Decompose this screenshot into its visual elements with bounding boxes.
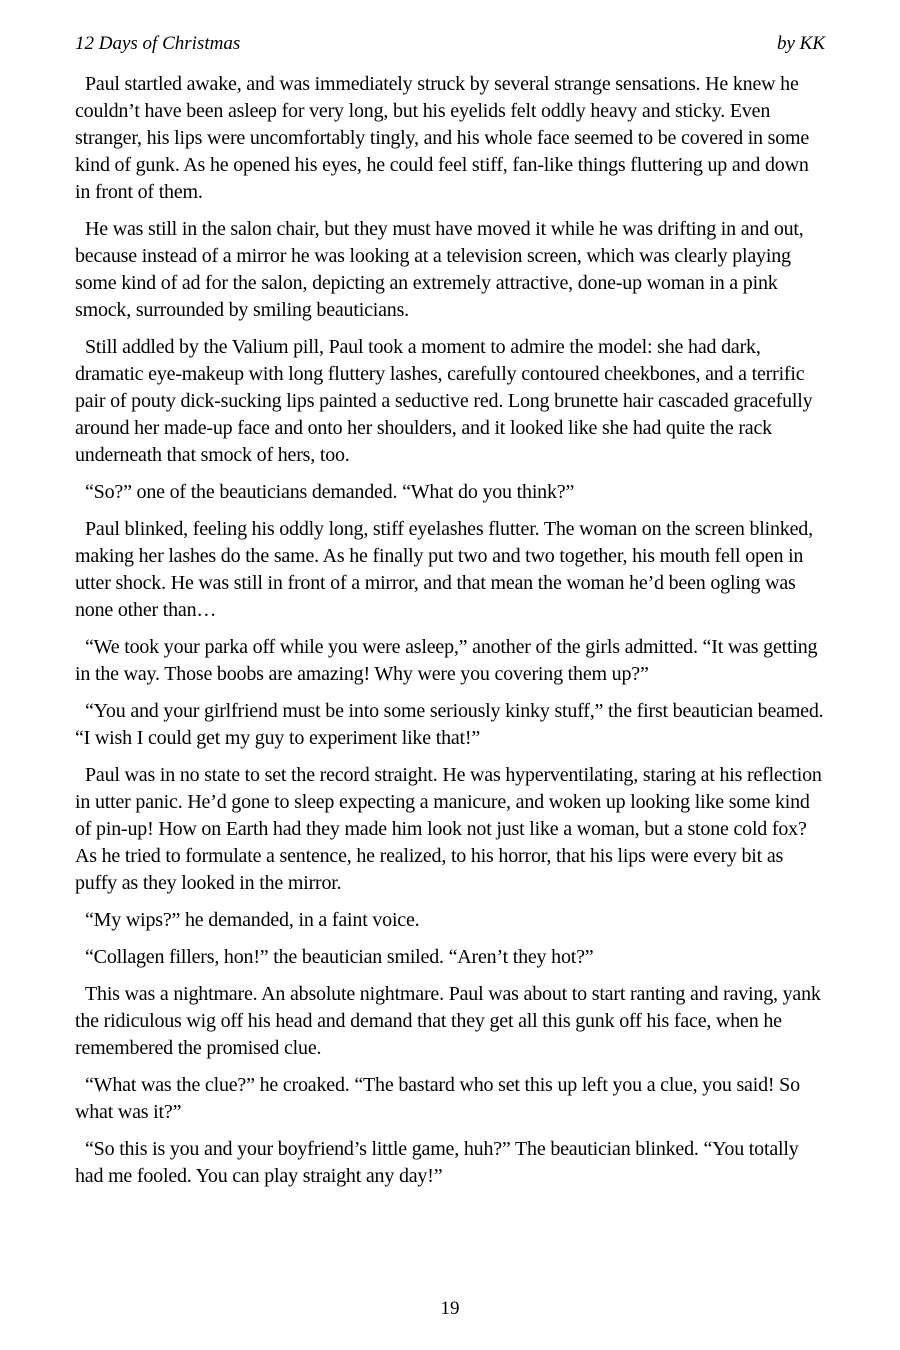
story-paragraph: Paul startled awake, and was immediately struck by several strange sensations. He knew he couldn’t have been asleep for very long, but his eyelids felt oddly heavy and sticky. Even stranger, his lips were uncomfortably tingly, and his whole face seemed to be covered in some kind of gunk. As he opened his eyes, he could feel stiff, fan-like things fluttering up and down in front of them.	[75, 73, 810, 203]
running-header-title: 12 Days of Christmas	[75, 33, 241, 54]
page-footer	[0, 1298, 900, 1320]
story-paragraph: Still addled by the Valium pill, Paul took a moment to admire the model: she had dark, dramatic eye-makeup with long fluttery lashes, carefully contoured cheekbones, and a terrific pair of pouty dick-sucking lips painted a seductive red. Long brunette hair cascaded gracefully around her made-up face and onto her shoulders, and it looked like she had quite the rack underneath that smock of hers, too.	[75, 336, 813, 466]
page-number: 19	[440, 1298, 460, 1319]
story-paragraph: “My wips?” he demanded, in a faint voice.	[85, 909, 420, 931]
running-header-author: by KK	[776, 33, 825, 54]
story-paragraph: He was still in the salon chair, but they must have moved it while he was drifting in and out, because instead of a mirror he was looking at a television screen, which was clearly playing some kind of ad for the salon, depicting an extremely attractive, done-up woman in a pink smock, surrounded by smiling beauticians.	[75, 218, 804, 321]
story-paragraph: “We took your parka off while you were asleep,” another of the girls admitted. “It was getting in the way. Those boobs are amazing! Why were you covering them up?”	[75, 636, 818, 685]
story-paragraph: “So?” one of the beauticians demanded. “What do you think?”	[85, 481, 575, 503]
story-text	[75, 71, 825, 1190]
story-paragraph: “You and your girlfriend must be into some seriously kinky stuff,” the first beautician beamed. “I wish I could get my guy to experiment like that!”	[75, 700, 824, 749]
story-paragraph: “So this is you and your boyfriend’s little game, huh?” The beautician blinked. “You totally had me fooled. You can play straight any day!”	[75, 1138, 799, 1187]
page-header	[75, 32, 825, 55]
story-paragraph: “Collagen fillers, hon!” the beautician smiled. “Aren’t they hot?”	[85, 946, 594, 968]
story-paragraph: Paul blinked, feeling his oddly long, stiff eyelashes flutter. The woman on the screen blinked, making her lashes do the same. As he finally put two and two together, his mouth fell open in utter shock. He was still in front of a mirror, and that mean the woman he’d been ogling was none other than…	[75, 518, 813, 621]
story-paragraph: “What was the clue?” he croaked. “The bastard who set this up left you a clue, you said! So what was it?”	[75, 1074, 800, 1123]
story-paragraph: This was a nightmare. An absolute nightmare. Paul was about to start ranting and raving, yank the ridiculous wig off his head and demand that they get all this gunk off his face, when he remembered the promised clue.	[75, 983, 821, 1059]
story-paragraph: Paul was in no state to set the record straight. He was hyperventilating, staring at his reflection in utter panic. He’d gone to sleep expecting a manicure, and woken up looking like some kind of pin-up! How on Earth had they made him look not just like a woman, but a stone cold fox? As he tried to formulate a sentence, he realized, to his horror, that his lips were every bit as puffy as they looked in the mirror.	[75, 764, 822, 894]
